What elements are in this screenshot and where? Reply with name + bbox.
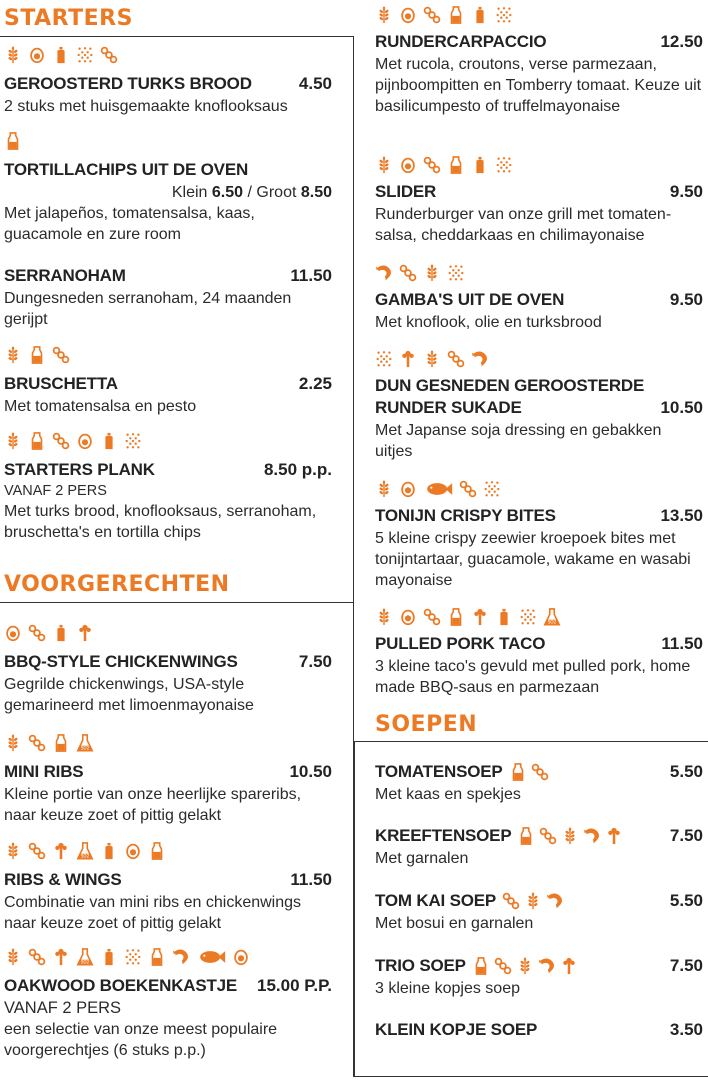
- celery-icon: [471, 608, 489, 626]
- item-price: 5.50: [669, 762, 703, 781]
- allergen-icons: [4, 732, 332, 754]
- item-price: 7.50: [669, 956, 703, 975]
- item-name-line2: RUNDER SUKADE: [375, 398, 522, 417]
- item-name: SLIDER: [375, 182, 437, 201]
- item-name: [375, 826, 623, 846]
- size-separator: /: [247, 184, 252, 201]
- item-name: BRUSCHETTA: [4, 374, 118, 393]
- grain-icon: [375, 608, 393, 626]
- grain-icon: [423, 264, 441, 282]
- grain-icon: [375, 6, 393, 24]
- milk-icon: [148, 948, 166, 966]
- menu-item: [375, 956, 703, 999]
- menu-item: [375, 348, 703, 462]
- menu-item: [375, 154, 703, 246]
- item-name: SERRANOHAM: [4, 266, 126, 285]
- allergen-icons: [4, 946, 332, 968]
- item-price: 12.50: [660, 32, 703, 51]
- milk-icon: [28, 346, 46, 364]
- milk-icon: [28, 432, 46, 450]
- milk-icon: [4, 132, 22, 150]
- item-name: STARTERS PLANK: [4, 460, 155, 479]
- allergen-icons: [472, 957, 578, 975]
- celery-icon: [399, 350, 417, 368]
- nut-icon: [52, 346, 70, 364]
- item-name: RIBS & WINGS: [4, 870, 122, 889]
- allergen-icons: [4, 840, 332, 862]
- spicy-icon: [483, 480, 501, 498]
- menu-item: [375, 1020, 703, 1042]
- egg-icon: [399, 156, 417, 174]
- nut-icon: [52, 432, 70, 450]
- nut-icon: [423, 156, 441, 174]
- grain-icon: [516, 957, 534, 975]
- menu-item: [375, 606, 703, 698]
- milk-icon: [447, 6, 465, 24]
- item-name-text: KREEFTENSOEP: [375, 826, 512, 845]
- egg-icon: [399, 6, 417, 24]
- item-price: 13.50: [660, 506, 703, 525]
- item-name: TONIJN CRISPY BITES: [375, 506, 556, 525]
- menu-item: [4, 732, 332, 826]
- menu-item: [375, 762, 703, 805]
- allergen-icons: [375, 606, 703, 628]
- allergen-icons: [375, 348, 703, 370]
- grain-icon: [4, 948, 22, 966]
- item-name: GEROOSTERD TURKS BROOD: [4, 74, 252, 93]
- svg-text:SO2: SO2: [80, 853, 90, 859]
- allergen-icons: [4, 622, 332, 644]
- svg-text:SO2: SO2: [547, 619, 557, 625]
- nut-icon: [28, 734, 46, 752]
- item-name: [375, 956, 578, 976]
- menu-item: [4, 946, 332, 1061]
- svg-text:SO2: SO2: [80, 959, 90, 965]
- egg-icon: [76, 432, 94, 450]
- egg-icon: [232, 948, 250, 966]
- grain-icon: [4, 46, 22, 64]
- nut-icon: [494, 957, 512, 975]
- nut-icon: [502, 892, 520, 910]
- svg-text:SO2: SO2: [80, 745, 90, 751]
- egg-icon: [4, 624, 22, 642]
- item-sizes: [4, 182, 332, 203]
- item-subtitle: VANAF 2 PERS: [4, 999, 122, 1017]
- milk-icon: [517, 827, 535, 845]
- item-price: 10.50: [289, 762, 332, 781]
- allergen-icons: [4, 430, 332, 452]
- size-small-label: Klein: [171, 184, 208, 201]
- grain-icon: [4, 432, 22, 450]
- item-price: 7.50: [669, 826, 703, 845]
- section-rule: [0, 602, 354, 603]
- item-name: [375, 762, 549, 782]
- section-rule: [0, 36, 354, 37]
- allergen-icons: [509, 763, 549, 781]
- grain-icon: [375, 156, 393, 174]
- item-price: 9.50: [669, 182, 703, 201]
- item-name-text: TOM KAI SOEP: [375, 891, 497, 910]
- grain-icon: [423, 350, 441, 368]
- spicy-icon: [124, 948, 142, 966]
- item-price: 5.50: [669, 891, 703, 910]
- size-small-price: 6.50: [211, 184, 244, 201]
- bottle-icon: [100, 948, 118, 966]
- section-rule: [354, 741, 708, 742]
- menu-item: [375, 891, 703, 934]
- item-price: 10.50: [660, 398, 703, 417]
- menu-item: [375, 478, 703, 591]
- egg-icon: [124, 842, 142, 860]
- bottle-icon: [100, 432, 118, 450]
- item-description: Dungesneden serranoham, 24 maanden gerijpt: [4, 290, 292, 328]
- item-name: RUNDERCARPACCIO: [375, 32, 547, 51]
- nut-icon: [459, 480, 477, 498]
- item-description: 3 kleine taco's gevuld met pulled pork, home made BBQ-saus en parmezaan: [375, 658, 691, 696]
- nut-icon: [399, 264, 417, 282]
- item-description: Met tomatensalsa en pesto: [4, 398, 197, 415]
- item-description: Met turks brood, knoflooksaus, serranoham, bruschetta's en tortilla chips: [4, 503, 317, 541]
- nut-icon: [100, 46, 118, 64]
- item-name: MINI RIBS: [4, 762, 84, 781]
- item-name: GAMBA'S UIT DE OVEN: [375, 290, 565, 309]
- item-description: Met rucola, croutons, verse parmezaan, pijnboompitten en Tomberry tomaat. Keuze uit basilicumpesto of truffelmayonaise: [375, 56, 702, 115]
- spicy-icon: [495, 6, 513, 24]
- item-description: een selectie van onze meest populaire voorgerechtjes (6 stuks p.p.): [4, 1021, 278, 1059]
- menu-item: [4, 266, 332, 330]
- item-description: Met Japanse soja dressing en gebakken uitjes: [375, 422, 662, 460]
- item-price: 8.50 p.p.: [263, 460, 332, 479]
- milk-icon: [148, 842, 166, 860]
- egg-icon: [399, 480, 417, 498]
- item-name: OAKWOOD BOEKENKASTJE: [4, 976, 238, 995]
- shrimp-icon: [375, 264, 393, 282]
- menu-item: [4, 430, 332, 543]
- item-description: Runderburger van onze grill met tomaten-salsa, cheddarkaas en chilimayonaise: [375, 206, 672, 244]
- item-description: Met jalapeños, tomatensalsa, kaas, guacamole en zure room: [4, 205, 255, 243]
- section-title-voorgerechten: VOORGERECHTEN: [4, 572, 230, 597]
- item-name: KLEIN KOPJE SOEP: [375, 1020, 538, 1039]
- egg-icon: [399, 608, 417, 626]
- celery-icon: [76, 624, 94, 642]
- menu-item: [375, 4, 703, 117]
- item-price: 11.50: [290, 266, 332, 285]
- menu-item: [4, 840, 332, 934]
- item-name: [375, 891, 564, 911]
- nut-icon: [28, 842, 46, 860]
- nut-icon: [423, 608, 441, 626]
- section-title-starters: STARTERS: [4, 6, 133, 31]
- milk-icon: [52, 734, 70, 752]
- grain-icon: [561, 827, 579, 845]
- item-price: 15.00 P.P.: [256, 976, 332, 995]
- grain-icon: [4, 734, 22, 752]
- column-divider: [354, 741, 355, 1077]
- bottle-icon: [100, 842, 118, 860]
- milk-icon: [447, 156, 465, 174]
- item-description: Combinatie van mini ribs en chickenwings naar keuze zoet of pittig gelakt: [4, 894, 302, 932]
- item-description: Gegrilde chickenwings, USA-style gemarineerd met limoenmayonaise: [4, 676, 254, 714]
- grain-icon: [4, 842, 22, 860]
- fish-icon: [196, 948, 226, 966]
- celery-icon: [52, 948, 70, 966]
- nut-icon: [28, 948, 46, 966]
- milk-icon: [447, 608, 465, 626]
- sulphite-icon: [543, 608, 561, 626]
- item-description: Met kaas en spekjes: [375, 786, 521, 803]
- bottle-icon: [52, 624, 70, 642]
- nut-icon: [447, 350, 465, 368]
- sulphite-icon: [76, 842, 94, 860]
- allergen-icons: [375, 4, 703, 26]
- fish-icon: [423, 480, 453, 498]
- item-description: Met knoflook, olie en turksbrood: [375, 314, 602, 331]
- grain-icon: [524, 892, 542, 910]
- allergen-icons: [4, 44, 332, 66]
- allergen-icons: [375, 154, 703, 176]
- nut-icon: [531, 763, 549, 781]
- item-name-text: TOMATENSOEP: [375, 762, 503, 781]
- item-description: Met garnalen: [375, 850, 469, 867]
- bottle-icon: [471, 156, 489, 174]
- item-name: DUN GESNEDEN GEROOSTERDE: [375, 376, 645, 395]
- shrimp-icon: [546, 892, 564, 910]
- bottle-icon: [52, 46, 70, 64]
- bottom-rule: [354, 1076, 708, 1077]
- celery-icon: [560, 957, 578, 975]
- item-name: PULLED PORK TACO: [375, 634, 546, 653]
- menu-item: [4, 44, 332, 117]
- shrimp-icon: [471, 350, 489, 368]
- grain-icon: [4, 346, 22, 364]
- menu-item: [4, 622, 332, 716]
- menu-item: [4, 344, 332, 417]
- size-large-price: 8.50: [300, 184, 332, 201]
- item-name: TORTILLACHIPS UIT DE OVEN: [4, 160, 249, 179]
- nut-icon: [423, 6, 441, 24]
- celery-icon: [52, 842, 70, 860]
- sulphite-icon: [76, 734, 94, 752]
- item-name-text: TRIO SOEP: [375, 956, 466, 975]
- shrimp-icon: [583, 827, 601, 845]
- item-price: 11.50: [661, 634, 703, 653]
- allergen-icons: [375, 262, 703, 284]
- bottle-icon: [495, 608, 513, 626]
- size-large-label: Groot: [256, 184, 297, 201]
- allergen-icons: [517, 827, 623, 845]
- shrimp-icon: [172, 948, 190, 966]
- item-price: 9.50: [669, 290, 703, 309]
- item-description: 2 stuks met huisgemaakte knoflooksaus: [4, 98, 288, 115]
- item-name: BBQ-STYLE CHICKENWINGS: [4, 652, 238, 671]
- item-subtitle: VANAF 2 PERS: [4, 483, 107, 499]
- spicy-icon: [375, 350, 393, 368]
- allergen-icons: [502, 892, 564, 910]
- celery-icon: [605, 827, 623, 845]
- item-description: 3 kleine kopjes soep: [375, 980, 520, 997]
- item-description: Kleine portie van onze heerlijke spareribs, naar keuze zoet of pittig gelakt: [4, 786, 302, 824]
- sulphite-icon: [76, 948, 94, 966]
- spicy-icon: [76, 46, 94, 64]
- nut-icon: [28, 624, 46, 642]
- spicy-icon: [447, 264, 465, 282]
- item-price: 7.50: [298, 652, 332, 671]
- spicy-icon: [495, 156, 513, 174]
- allergen-icons: [4, 130, 332, 152]
- item-price: 2.25: [298, 374, 332, 393]
- item-price: 11.50: [290, 870, 332, 889]
- shrimp-icon: [538, 957, 556, 975]
- menu-item: [375, 826, 703, 869]
- item-price: 4.50: [298, 74, 332, 93]
- milk-icon: [509, 763, 527, 781]
- item-description: Met bosui en garnalen: [375, 915, 534, 932]
- section-title-soepen: SOEPEN: [375, 712, 478, 737]
- item-description: 5 kleine crispy zeewier kroepoek bites met tonijntartaar, guacamole, wakame en wasabi mayonaise: [375, 530, 691, 589]
- bottle-icon: [471, 6, 489, 24]
- milk-icon: [472, 957, 490, 975]
- nut-icon: [539, 827, 557, 845]
- item-price: 3.50: [669, 1020, 703, 1039]
- allergen-icons: [375, 478, 703, 500]
- allergen-icons: [4, 344, 332, 366]
- menu-item: [375, 262, 703, 333]
- menu-item: [4, 130, 332, 245]
- spicy-icon: [519, 608, 537, 626]
- grain-icon: [375, 480, 393, 498]
- spicy-icon: [124, 432, 142, 450]
- egg-icon: [28, 46, 46, 64]
